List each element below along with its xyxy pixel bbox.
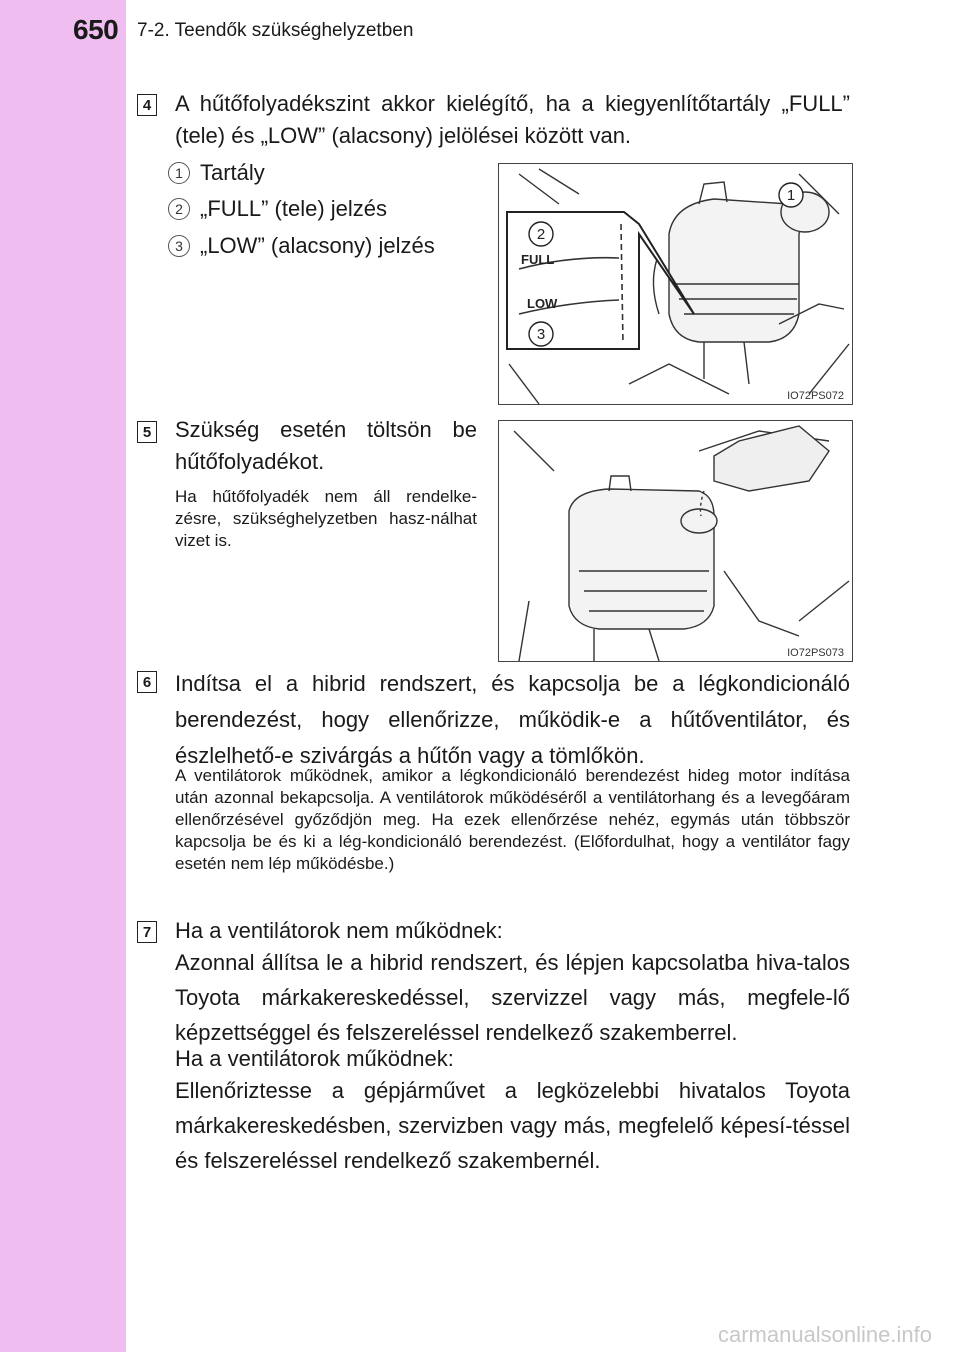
- figure-code: IO72PS072: [787, 390, 844, 402]
- figure-label-2: 2: [536, 226, 546, 243]
- callout-number: 2: [168, 198, 190, 220]
- step-6-note: A ventilátorok működnek, amikor a légkondicionáló berendezést hideg motor indítása után azonnal bekapcsolja. A ventilátorok működéséről a ventilátorhang és a levegőáram ellenőrzésével győződjön meg. Ha ezek ellenőrzése nehéz, egymás után többször kapcsolja be és ki a lég-kondicionáló berendezést. (Előfordulhat, hogy a ventilátor fagy esetén nem lép működésbe.): [175, 766, 850, 873]
- step-6-text: Indítsa el a hibrid rendszert, és kapcsolja be a légkondicionáló berendezést, hogy ellenőrizze, működik-e a hűtőventilátor, és észlelhető-e szivárgás a hűtőn vagy a tömlőkön.: [175, 671, 850, 768]
- section-title: 7-2. Teendők szükséghelyzetben: [137, 20, 414, 41]
- step-7-heading-b: Ha a ventilátorok működnek:: [175, 1046, 454, 1071]
- step-7-text-b: Ellenőriztesse a gépjárművet a legközelebbi hivatalos Toyota márkakereskedésben, szervizben vagy más, megfelelő képesí-téssel és felszereléssel rendelkező szakembernél.: [175, 1078, 850, 1173]
- figure-label-3: 3: [536, 326, 546, 343]
- callout-full-mark: [168, 196, 387, 222]
- step-number-4: 4: [137, 94, 157, 116]
- full-mark-text: FULL: [521, 252, 555, 267]
- step-4-text: A hűtőfolyadékszint akkor kielégítő, ha a kiegyenlítőtartály „FULL” (tele) és „LOW” (alacsony) jelölései között van.: [175, 91, 850, 148]
- callout-label: Tartály: [200, 160, 265, 185]
- callout-low-mark: [168, 233, 435, 259]
- step-number-5: 5: [137, 421, 157, 443]
- callout-label: „LOW” (alacsony) jelzés: [200, 233, 435, 258]
- figure-coolant-reservoir: [498, 163, 853, 405]
- page-number: 650: [73, 14, 119, 45]
- watermark: carmanualsonline.info: [717, 1322, 932, 1347]
- low-mark-text: LOW: [527, 296, 558, 311]
- callout-tank: [168, 160, 265, 186]
- callout-number: 3: [168, 235, 190, 257]
- step-5-note: Ha hűtőfolyadék nem áll rendelke-zésre, szükséghelyzetben hasz-nálhat vizet is.: [175, 487, 477, 550]
- step-number-7: 7: [137, 921, 157, 943]
- coolant-reservoir-illustration: [499, 164, 852, 404]
- figure-label-1: 1: [786, 187, 796, 204]
- callout-number: 1: [168, 162, 190, 184]
- figure-refill-coolant: [498, 420, 853, 662]
- step-number-6: 6: [137, 671, 157, 693]
- refill-coolant-illustration: [499, 421, 852, 661]
- side-color-band: [0, 0, 126, 1352]
- figure-code: IO72PS073: [787, 647, 844, 659]
- callout-label: „FULL” (tele) jelzés: [200, 196, 388, 221]
- step-5-text: Szükség esetén töltsön be hűtőfolyadékot.: [175, 417, 477, 474]
- step-7-heading-a: Ha a ventilátorok nem működnek:: [175, 918, 503, 943]
- step-7-text-a: Azonnal állítsa le a hibrid rendszert, és lépjen kapcsolatba hiva-talos Toyota márkakereskedéssel, szervizzel vagy más, megfele-lő képzettséggel és felszereléssel rendelkező szakemberrel.: [175, 950, 850, 1045]
